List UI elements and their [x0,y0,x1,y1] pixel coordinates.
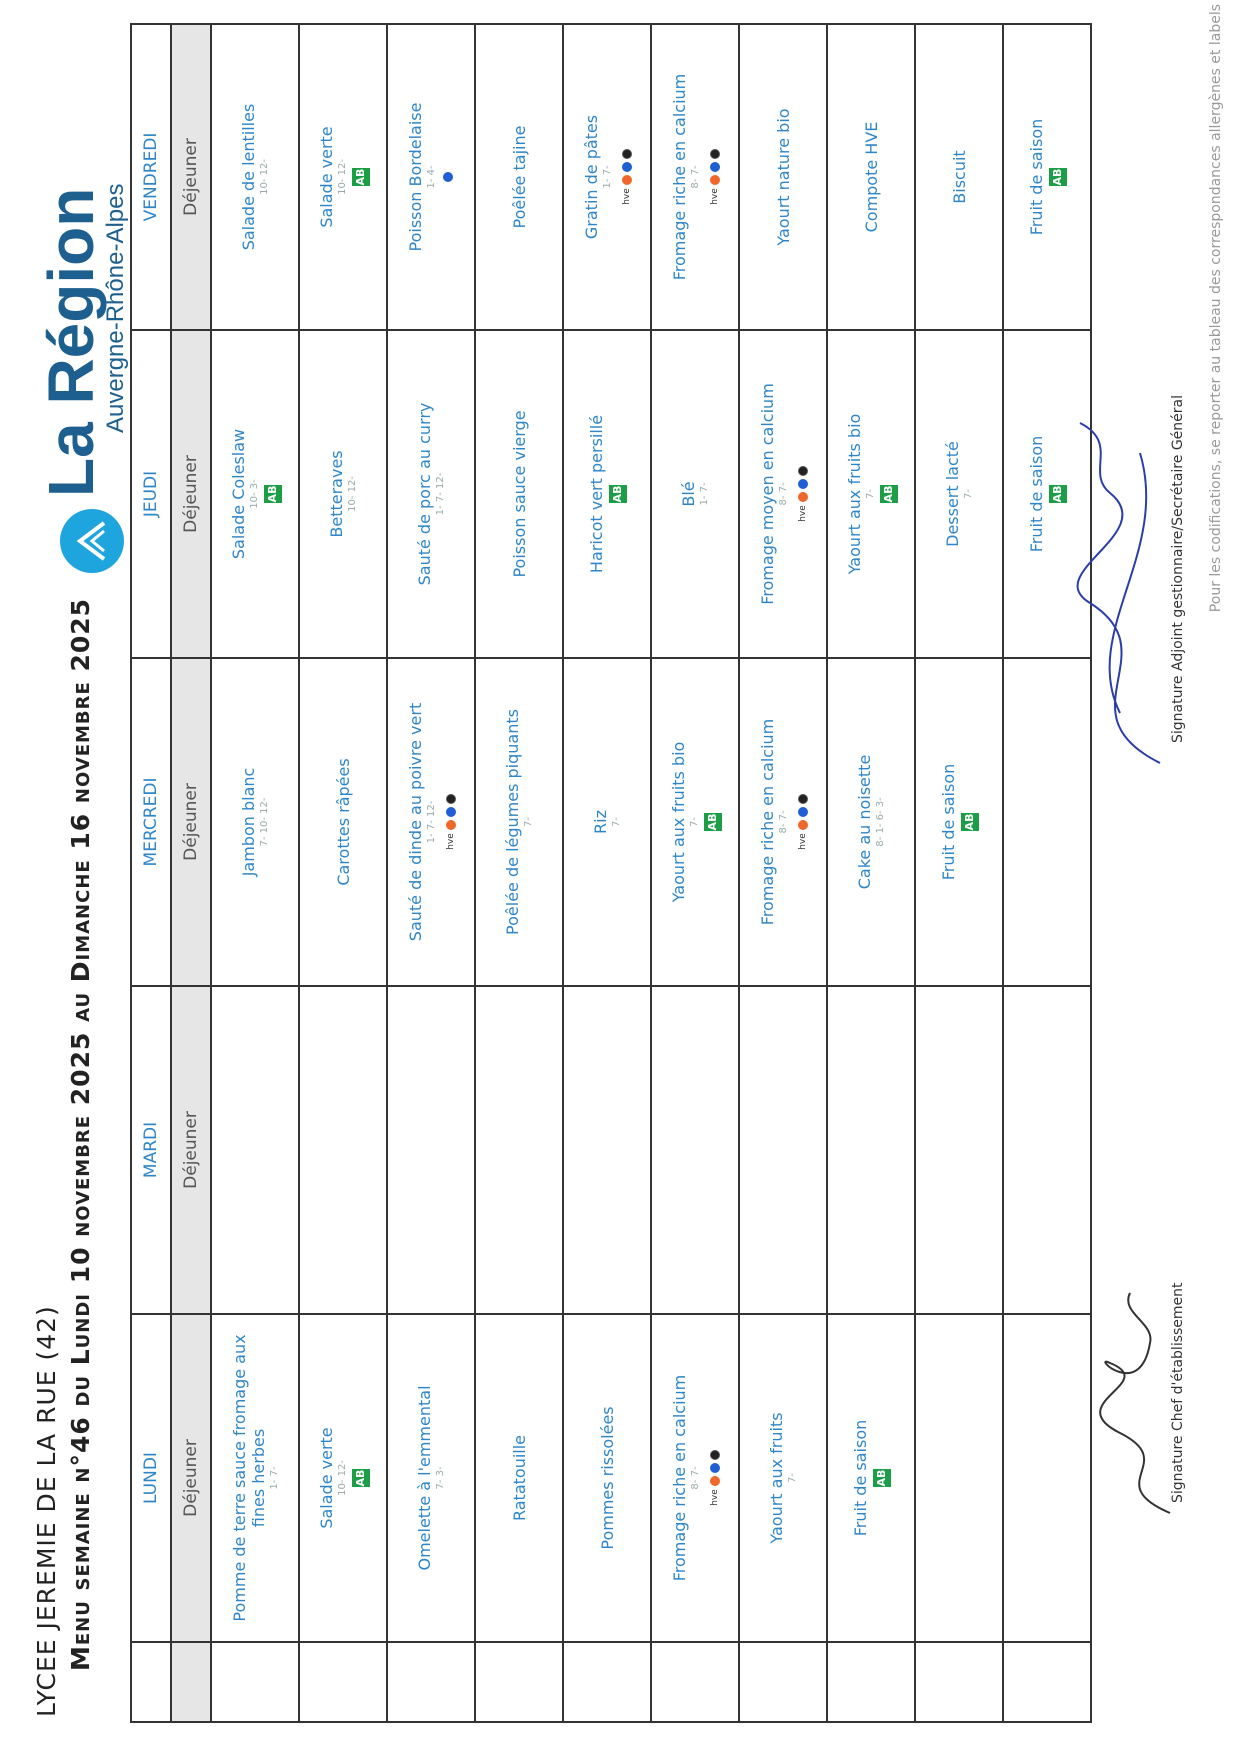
dish-name: Salade de lentilles [239,103,258,251]
dish-cell [475,330,563,658]
dish-name: Gratin de pâtes [581,114,601,240]
dish-labels [443,172,453,182]
dish-cell [563,658,651,986]
dish-labels [873,1469,891,1487]
dish-cell [211,24,299,330]
dish-cell [739,986,827,1314]
dish-allergens: 1- 7- [699,482,710,506]
meal-label: Déjeuner [171,330,211,658]
dish-row [739,24,827,1722]
dish-name: Biscuit [949,150,969,204]
dish-cell [475,986,563,1314]
organic-ab-icon: AB [264,485,282,503]
dish-cell [299,1314,387,1642]
dish-cell [387,24,475,330]
dish-labels [352,168,370,186]
organic-ab-icon: AB [704,813,722,831]
dish-labels [622,149,632,205]
dish-cell [211,1314,299,1642]
dish-name: Poisson Bordelaise [405,102,425,252]
dish-name: Yaourt aux fruits bio [668,741,688,903]
dish-name: Salade verte [316,1427,336,1529]
dish-name: Cake au noisette [855,754,874,890]
signature-secretary-scribble [1050,413,1180,773]
dish-allergens: 1- 7- [601,165,613,189]
dish-allergens: 8- 7- [777,482,789,506]
dish-cell [739,24,827,330]
dish-labels [961,813,979,831]
dish-cell [915,658,1003,986]
region-brand: La Région [35,187,107,497]
region-sub: Auvergne-Rhône-Alpes [102,183,129,433]
dish-name: Fromage riche en calcium [669,1374,689,1582]
day-header-row [131,24,171,1722]
dish-row [211,24,299,1722]
dish-cell [827,24,915,330]
dish-allergens: 8- 7- [689,165,701,189]
dish-row [387,24,475,1722]
dish-allergens: 7- 10- 12- [259,797,270,847]
dish-cell [827,658,915,986]
organic-ab-icon: AB [1049,485,1067,503]
dish-cell [475,658,563,986]
dish-allergens: 10- 3- [248,479,260,509]
day-header-mercredi: MERCREDI [131,658,171,986]
dish-cell [475,24,563,330]
corner-cell [131,1642,171,1722]
day-header-jeudi: JEUDI [131,330,171,658]
dish-cell [563,24,651,330]
dish-labels [352,1469,370,1487]
meal-corner [171,1642,211,1722]
dish-labels [710,149,720,205]
label-blue-dot-icon [622,162,632,172]
dish-cell [211,658,299,986]
label-orange-dot-icon [446,820,456,830]
day-header-vendredi: VENDREDI [131,24,171,330]
dish-cell [915,24,1003,330]
label-blue-dot-icon [446,807,456,817]
row-lead-cell [387,1642,475,1722]
dish-allergens: 7- [864,489,876,499]
allergen-footnote: Pour les codifications, se reporter au tableau des correspondances allergènes et labels [1208,4,1224,613]
dish-cell [475,1314,563,1642]
hve-icon: hve [445,833,456,850]
label-black-dot-icon [446,794,456,804]
dish-name: Omelette à l'emmental [415,1385,434,1571]
signature-chef-label: Signature Chef d'établissement [1170,1282,1186,1503]
meal-label: Déjeuner [171,1314,211,1642]
meal-row [171,24,211,1722]
dish-name: Yaourt aux fruits [767,1412,786,1544]
dish-cell [563,1314,651,1642]
organic-ab-icon: AB [352,168,370,186]
row-lead-cell [563,1642,651,1722]
dish-allergens: 1- 4- [425,165,437,189]
dish-cell [915,1314,1003,1642]
dish-cell [915,986,1003,1314]
dish-name: Pomme de terre sauce fromage aux fines herbes [229,1334,268,1622]
dish-name: Blé [679,481,698,507]
dish-name: Carottes râpées [333,758,353,886]
label-blue-dot-icon [443,172,453,182]
dish-cell [915,330,1003,658]
dish-cell [739,1314,827,1642]
dish-allergens: 8- 1- 6- 3- [875,797,886,847]
label-black-dot-icon [710,149,720,159]
menu-table [130,23,1092,1723]
label-black-dot-icon [622,149,632,159]
meal-label: Déjeuner [171,24,211,330]
dish-cell [651,986,739,1314]
dish-cell [299,24,387,330]
dish-allergens: 7- [688,817,700,827]
dish-allergens: 7- [787,1473,798,1483]
dish-cell [651,330,739,658]
dish-name: Fromage riche en calcium [757,718,777,926]
label-blue-dot-icon [710,1463,720,1473]
dish-name: Poêlée tajine [509,125,529,229]
label-orange-dot-icon [622,175,632,185]
label-orange-dot-icon [710,175,720,185]
dish-name: Ratatouille [509,1434,529,1522]
dish-name: Haricot vert persillé [587,414,606,574]
dish-allergens: 10- 12- [259,159,270,195]
organic-ab-icon: AB [609,485,627,503]
dish-name: Fruit de saison [1027,118,1046,236]
dish-name: Pommes rissolées [597,1406,617,1550]
dish-cell [827,986,915,1314]
dish-row [915,24,1003,1722]
organic-ab-icon: AB [352,1469,370,1487]
dish-name: Sauté de dinde au poivre vert [405,702,425,942]
dish-allergens: 7- 3- [435,1466,446,1490]
dish-name: Salade Coleslaw [228,428,248,560]
row-lead-cell [211,1642,299,1722]
dish-cell [299,986,387,1314]
dish-cell [739,330,827,658]
dish-labels [710,1450,720,1506]
dish-name: Fruit de saison [1027,435,1046,553]
dish-allergens: 1- 7- [268,1466,280,1490]
dish-name: Jambon blanc [239,767,258,877]
hve-icon: hve [709,1489,720,1506]
dish-name: Betteraves [327,450,346,538]
dish-labels [264,485,282,503]
dish-labels [798,794,808,850]
label-black-dot-icon [798,466,808,476]
dish-labels [880,485,898,503]
organic-ab-icon: AB [961,813,979,831]
row-lead-cell [739,1642,827,1722]
dish-name: Sauté de porc au curry [415,402,434,586]
dish-cell [299,658,387,986]
dish-allergens: 10- 12- [336,159,348,195]
page-title: Menu semaine n°46 du Lundi 10 novembre 2025 au Dimanche 16 novembre 2025 [66,597,95,1671]
hve-icon: hve [797,505,808,522]
row-lead-cell [827,1642,915,1722]
label-blue-dot-icon [798,807,808,817]
signature-area [1030,0,1230,1753]
dish-allergens: 1- 7- 12- [425,800,437,844]
dish-row [827,24,915,1722]
dish-row [299,24,387,1722]
hve-icon: hve [621,188,632,205]
dish-allergens: 7- [963,489,974,499]
organic-ab-icon: AB [873,1469,891,1487]
dish-name: Yaourt aux fruits bio [844,413,864,575]
label-orange-dot-icon [798,820,808,830]
dish-cell [387,658,475,986]
dish-row [475,24,563,1722]
dish-row [651,24,739,1722]
label-blue-dot-icon [710,162,720,172]
dish-cell [563,986,651,1314]
dish-allergens: 7- [611,817,622,827]
dish-cell [827,330,915,658]
row-lead-cell [475,1642,563,1722]
dish-row [563,24,651,1722]
dish-cell [651,658,739,986]
dish-labels [704,813,722,831]
day-header-mardi: MARDI [131,986,171,1314]
dish-labels [446,794,456,850]
dish-allergens: 1- 7- 12- [435,472,446,516]
row-lead-cell [915,1642,1003,1722]
label-blue-dot-icon [798,479,808,489]
dish-name: Fromage moyen en calcium [757,383,777,605]
organic-ab-icon: AB [880,485,898,503]
dish-cell [827,1314,915,1642]
row-lead-cell [651,1642,739,1722]
dish-cell [387,330,475,658]
dish-name: Yaourt nature bio [773,108,793,246]
dish-name: Fruit de saison [939,763,958,881]
row-lead-cell [299,1642,387,1722]
signature-secretary-label: Signature Adjoint gestionnaire/Secrétaire Général [1170,395,1186,743]
dish-labels [798,466,808,522]
dish-cell [211,986,299,1314]
dish-name: Fromage riche en calcium [669,73,689,281]
dish-name: Salade verte [316,126,336,228]
label-black-dot-icon [798,794,808,804]
dish-allergens: 8- 7- [689,1466,701,1490]
label-orange-dot-icon [798,492,808,502]
signature-chef-scribble [1080,1283,1190,1523]
label-black-dot-icon [710,1450,720,1460]
dish-name: Dessert lacté [943,441,962,547]
dish-name: Poêlée de légumes piquants [503,709,522,935]
dish-allergens: 7- [523,817,534,827]
dish-cell [651,24,739,330]
dish-cell [387,986,475,1314]
dish-cell [739,658,827,986]
hve-icon: hve [797,833,808,850]
school-name: LYCEE JEREMIE DE LA RUE (42) [32,1305,61,1717]
meal-label: Déjeuner [171,658,211,986]
dish-cell [299,330,387,658]
dish-name: Poisson sauce vierge [509,410,529,578]
region-logo [20,3,130,573]
dish-cell [563,330,651,658]
dish-cell [651,1314,739,1642]
label-orange-dot-icon [710,1476,720,1486]
day-header-lundi: LUNDI [131,1314,171,1642]
dish-labels [609,485,627,503]
organic-ab-icon: AB [1049,168,1067,186]
dish-allergens: 10- 12- [347,476,358,512]
dish-allergens: 10- 12- [336,1460,348,1496]
region-mountain-icon [60,509,124,573]
dish-name: Riz [591,810,610,834]
dish-cell [387,1314,475,1642]
dish-name: Compote HVE [861,121,881,233]
dish-cell [211,330,299,658]
dish-name: Fruit de saison [851,1419,870,1537]
dish-allergens: 8- 7- [777,810,789,834]
meal-label: Déjeuner [171,986,211,1314]
hve-icon: hve [709,188,720,205]
